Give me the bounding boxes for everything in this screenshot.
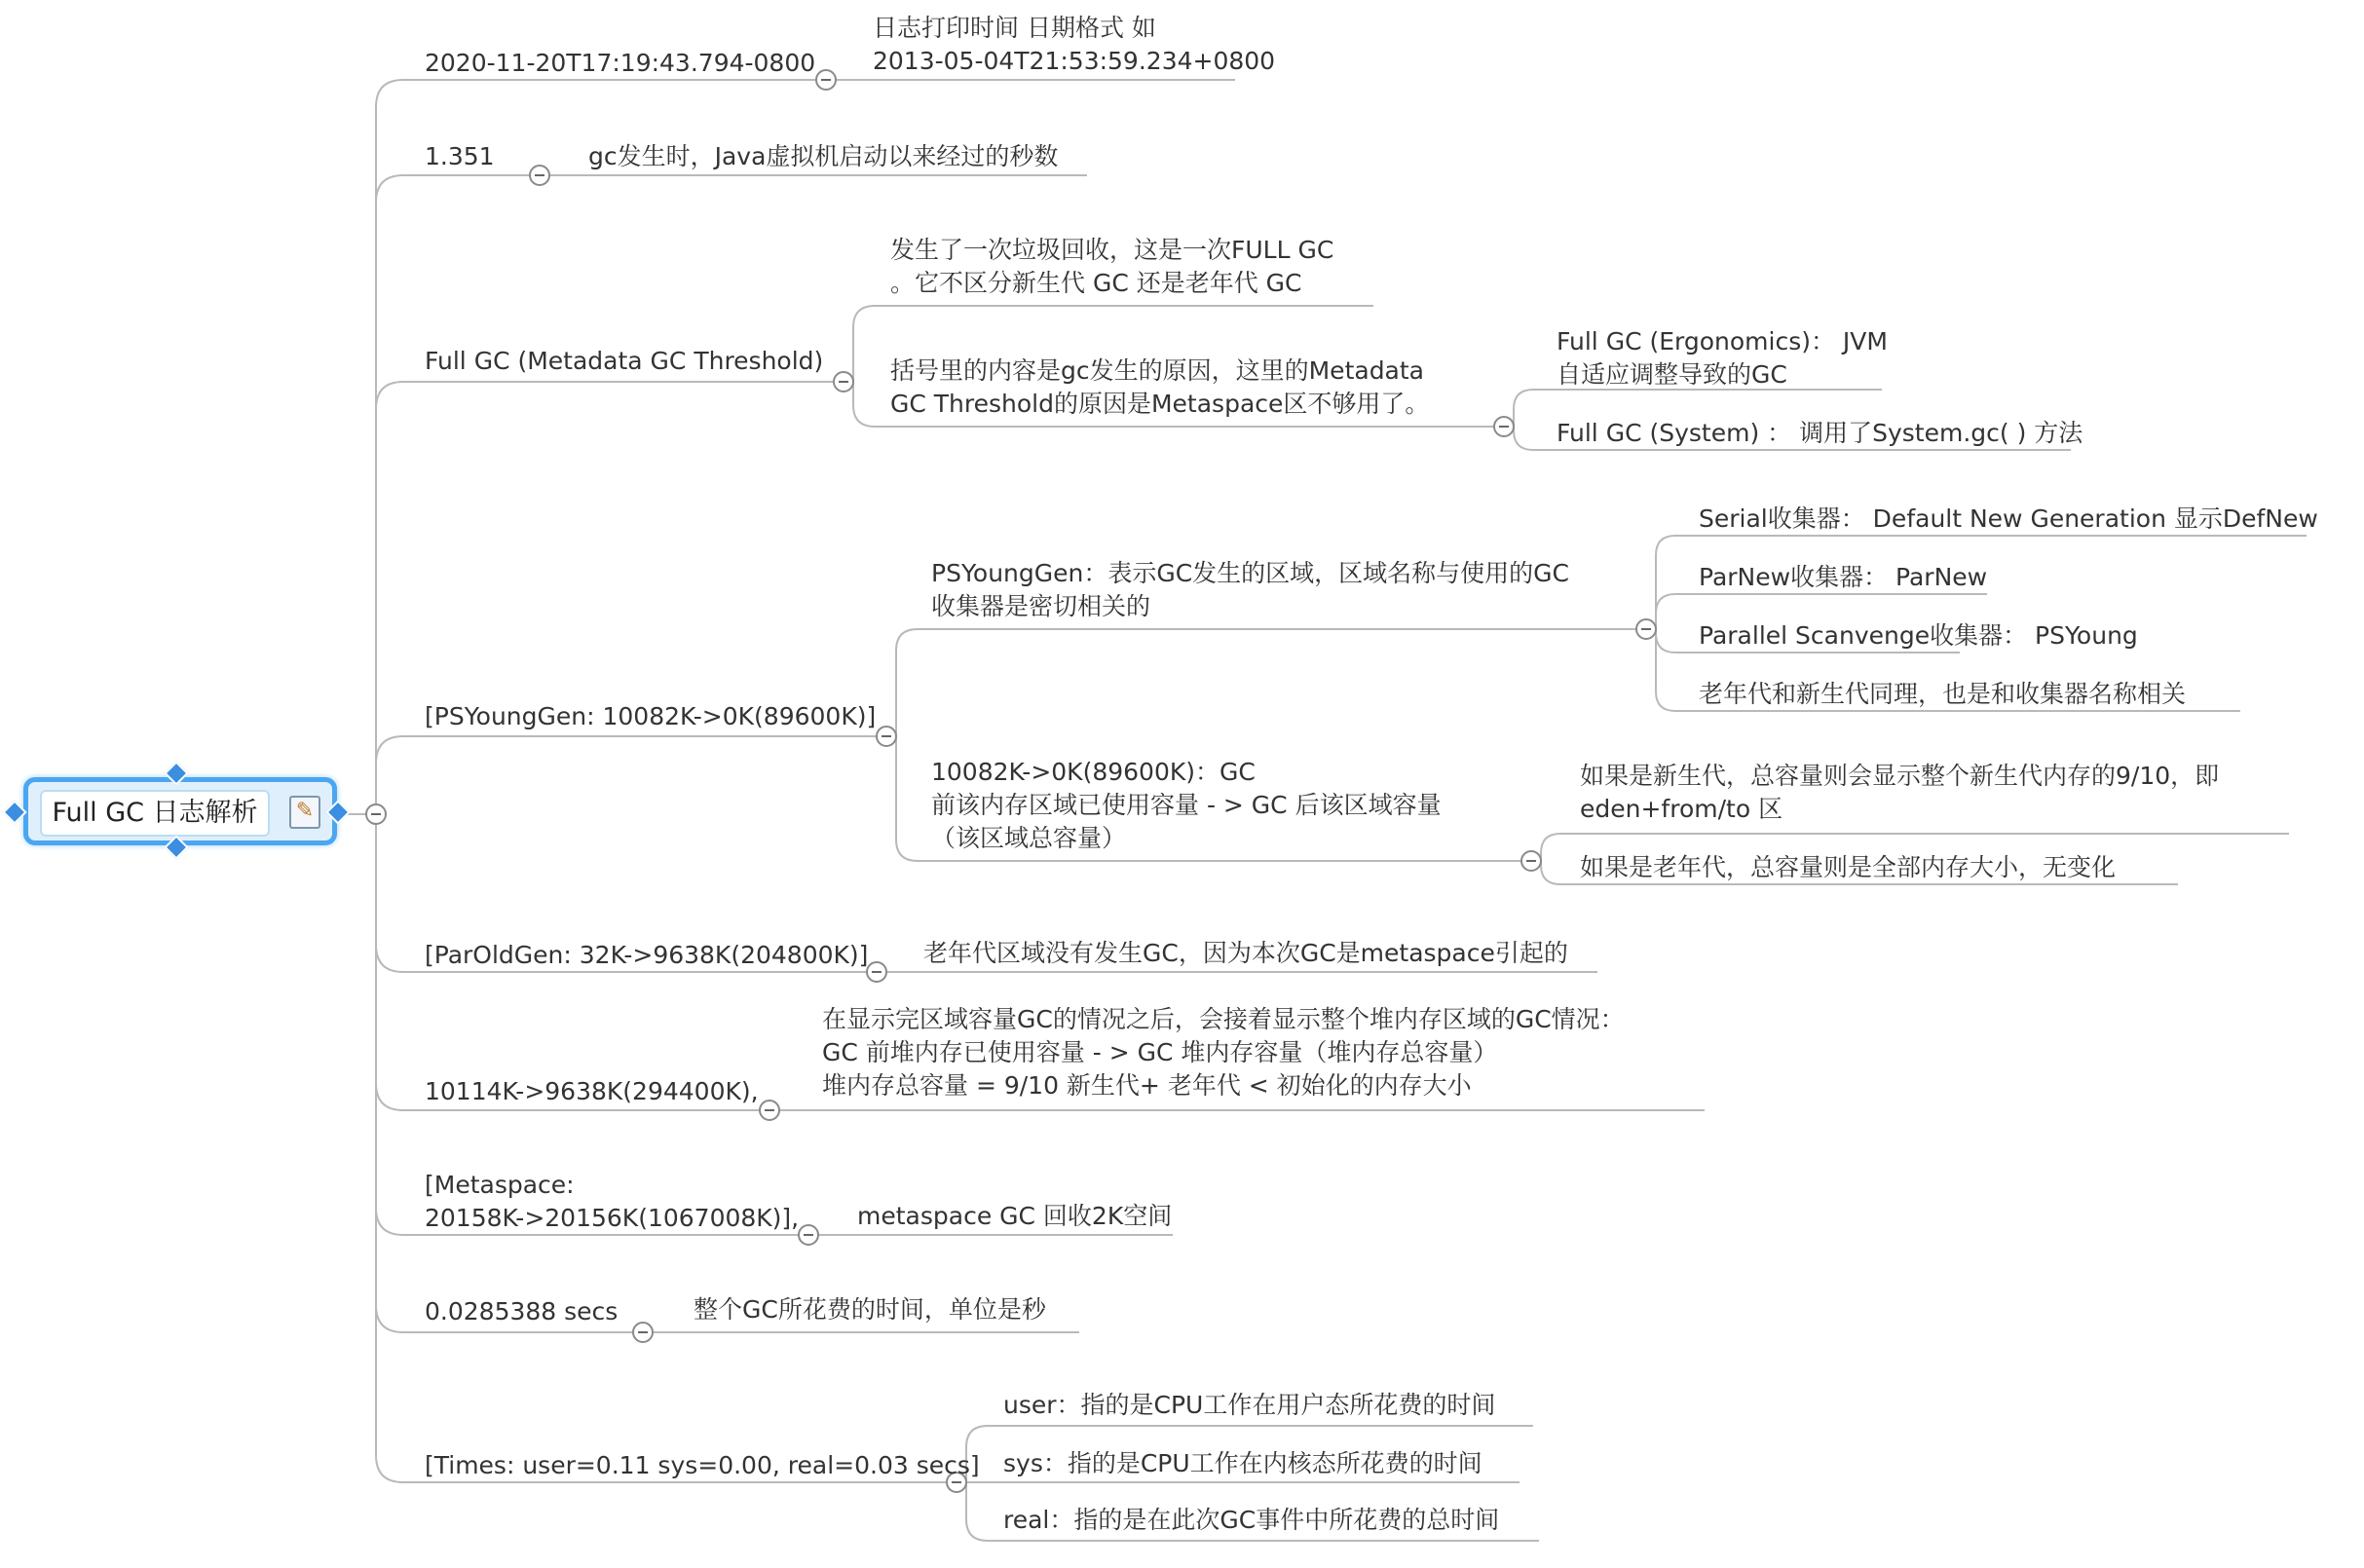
node-line: 。它不区分新生代 GC 还是老年代 GC (890, 269, 1302, 297)
node-parnew[interactable] (1699, 561, 1987, 594)
collapse-toggle-icon[interactable] (816, 70, 836, 90)
node-young-capacity[interactable] (931, 756, 1442, 855)
node-line: user：指的是CPU工作在用户态所花费的时间 (1003, 1391, 1496, 1419)
node-line: real：指的是在此次GC事件中所花费的总时间 (1003, 1506, 1500, 1534)
collapse-toggle-icon[interactable] (1494, 417, 1514, 436)
node-line: Full GC (Ergonomics)： JVM (1557, 327, 1888, 355)
node-old-no-gc[interactable] (923, 937, 1568, 970)
branch-uptime[interactable]: 1.351 (425, 142, 495, 170)
node-log-time[interactable] (873, 12, 1275, 78)
node-young-total[interactable] (1580, 760, 2219, 826)
root-node-label[interactable]: Full GC 日志解析 (40, 790, 270, 837)
collapse-toggle-icon[interactable] (1521, 851, 1541, 871)
node-line: 10082K->0K(89600K)：GC (931, 758, 1256, 786)
node-line: 括号里的内容是gc发生的原因，这里的Metadata (890, 356, 1424, 385)
node-line: sys：指的是CPU工作在内核态所花费的时间 (1003, 1449, 1482, 1477)
collapse-toggle-icon[interactable] (867, 962, 886, 982)
node-line: 日志打印时间 日期格式 如 (873, 14, 1156, 42)
node-system-gc[interactable] (1557, 417, 2083, 450)
branch-connector (376, 382, 844, 814)
node-line: 在显示完区域容量GC的情况之后，会接着显示整个堆内存区域的GC情况： (822, 1005, 1625, 1033)
node-line: （该区域总容量） (931, 824, 1127, 852)
node-user-time[interactable] (1003, 1389, 1495, 1422)
node-heap-desc[interactable] (822, 1003, 1625, 1102)
branch-paroldgen[interactable]: [ParOldGen: 32K->9638K(204800K)] (425, 941, 869, 969)
connector-line (896, 629, 1646, 736)
collapse-toggle-icon[interactable] (760, 1101, 779, 1120)
branch-gc-secs[interactable]: 0.0285388 secs (425, 1297, 619, 1325)
node-old-total[interactable] (1580, 851, 2116, 884)
node-line: metaspace GC 回收2K空间 (857, 1202, 1173, 1230)
collapse-toggle-icon[interactable] (877, 727, 896, 746)
node-line: Full GC (System) ： 调用了System.gc( ) 方法 (1557, 419, 2083, 447)
node-line: GC 前堆内存已使用容量 - > GC 堆内存容量（堆内存总容量） (822, 1038, 1498, 1066)
branch-psyounggen[interactable]: [PSYoungGen: 10082K->0K(89600K)] (425, 702, 877, 730)
collapse-toggle-icon[interactable] (366, 804, 386, 824)
node-real-time[interactable] (1003, 1504, 1499, 1537)
node-parallel-scavenge[interactable] (1699, 619, 2138, 653)
collapse-toggle-icon[interactable] (834, 372, 853, 392)
node-line: 整个GC所花费的时间，单位是秒 (694, 1295, 1046, 1324)
branch-heap[interactable]: 10114K->9638K(294400K), (425, 1077, 759, 1105)
branch-connector (376, 814, 643, 1332)
collapse-toggle-icon[interactable] (799, 1225, 818, 1245)
node-gc-time-desc[interactable] (694, 1293, 1046, 1326)
node-old-gen-same[interactable] (1699, 678, 2186, 711)
node-line: gc发生时，Java虚拟机启动以来经过的秒数 (588, 142, 1059, 170)
node-ergonomics[interactable] (1557, 325, 1888, 392)
node-psyounggen-area[interactable] (931, 557, 1569, 623)
branch-timestamp[interactable]: 2020-11-20T17:19:43.794-0800 (425, 49, 816, 77)
node-line: PSYoungGen：表示GC发生的区域，区域名称与使用的GC (931, 559, 1570, 587)
collapse-toggle-icon[interactable] (633, 1323, 653, 1342)
branch-metaspace-line-1: [Metaspace: (425, 1171, 575, 1199)
collapse-toggle-icon[interactable] (1636, 619, 1656, 639)
node-line: 发生了一次垃圾回收，这是一次FULL GC (890, 236, 1334, 264)
node-metaspace-desc[interactable] (857, 1200, 1172, 1233)
node-line: Serial收集器： Default New Generation 显示DefNew (1699, 504, 2318, 533)
root-node[interactable] (23, 777, 337, 845)
node-line: eden+from/to 区 (1580, 795, 1783, 823)
node-sys-time[interactable] (1003, 1447, 1482, 1480)
node-full-gc-desc[interactable] (890, 234, 1333, 300)
node-line: 如果是老年代，总容量则是全部内存大小，无变化 (1580, 853, 2117, 881)
node-line: 如果是新生代，总容量则会显示整个新生代内存的9/10，即 (1580, 762, 2220, 790)
node-serial[interactable] (1699, 503, 2318, 536)
branch-full-gc-cause[interactable]: Full GC (Metadata GC Threshold) (425, 347, 824, 375)
branch-connector (376, 736, 886, 814)
node-line: 收集器是密切相关的 (931, 592, 1151, 620)
node-line: 2013-05-04T21:53:59.234+0800 (873, 47, 1276, 75)
node-line: 自适应调整导致的GC (1557, 360, 1787, 389)
branch-metaspace-line-2: 20158K->20156K(1067008K)], (425, 1204, 800, 1232)
node-line: GC Threshold的原因是Metaspace区不够用了。 (890, 390, 1430, 418)
branch-metaspace[interactable] (425, 1169, 799, 1235)
node-gc-reason[interactable] (890, 355, 1429, 421)
node-line: Parallel Scanvenge收集器： PSYoung (1699, 621, 2138, 650)
node-line: 堆内存总容量 = 9/10 新生代+ 老年代 < 初始化的内存大小 (822, 1071, 1472, 1100)
node-line: ParNew收集器： ParNew (1699, 563, 1988, 591)
node-line: 老年代和新生代同理，也是和收集器名称相关 (1699, 680, 2187, 708)
node-line: 老年代区域没有发生GC，因为本次GC是metaspace引起的 (923, 939, 1568, 967)
note-edit-icon[interactable]: ✎ (289, 796, 320, 829)
branch-times[interactable]: [Times: user=0.11 sys=0.00, real=0.03 secs] (425, 1451, 980, 1479)
node-line: 前该内存区域已使用容量 - > GC 后该区域容量 (931, 791, 1442, 819)
collapse-toggle-icon[interactable] (530, 166, 549, 185)
branch-connector (376, 814, 957, 1482)
node-uptime-desc[interactable] (588, 140, 1058, 173)
